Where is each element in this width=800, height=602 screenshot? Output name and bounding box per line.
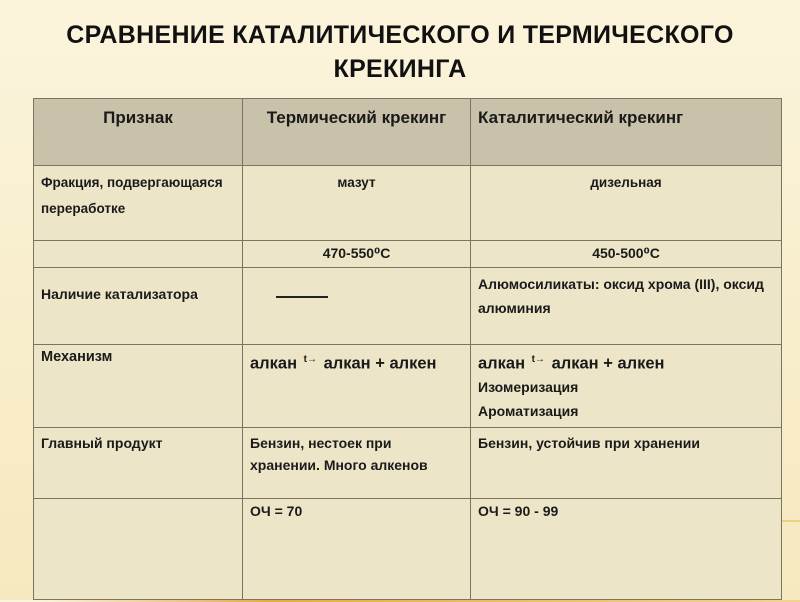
mechanism-thermal-reactant: алкан xyxy=(250,354,298,373)
product-label: Главный продукт xyxy=(34,427,243,498)
page-title xyxy=(0,18,800,86)
table-header-row xyxy=(34,99,782,166)
table-row-fraction xyxy=(34,166,782,241)
comparison-table xyxy=(33,98,782,600)
octane-thermal: ОЧ = 70 xyxy=(243,498,471,599)
header-thermal: Термический крекинг xyxy=(243,99,471,166)
table-row-product xyxy=(34,427,782,498)
mechanism-thermal-products: алкан + алкен xyxy=(323,354,437,373)
arrow-icon: t→ xyxy=(303,354,317,365)
fraction-thermal: мазут xyxy=(243,166,471,241)
mechanism-aromatization: Ароматизация xyxy=(478,402,579,419)
temperature-catalytic: 450-500⁰С xyxy=(471,241,782,268)
product-thermal: Бензин, нестоек при хранении. Много алкенов xyxy=(243,427,471,498)
no-catalyst-dash xyxy=(276,296,328,298)
octane-catalytic: ОЧ = 90 - 99 xyxy=(471,498,782,599)
fraction-label: Фракция, подвергающаяся переработке xyxy=(34,166,243,241)
mechanism-catalytic-reactant: алкан xyxy=(478,354,526,373)
header-feature: Признак xyxy=(34,99,243,166)
mechanism-catalytic-products: алкан + алкен xyxy=(551,354,665,373)
table-row-octane xyxy=(34,498,782,599)
table-row-temperature xyxy=(34,241,782,268)
temperature-thermal: 470-550⁰С xyxy=(243,241,471,268)
fraction-catalytic: дизельная xyxy=(471,166,782,241)
octane-label xyxy=(34,498,243,599)
mechanism-isomerization: Изомеризация xyxy=(478,378,579,395)
temperature-label xyxy=(34,241,243,268)
product-catalytic: Бензин, устойчив при хранении xyxy=(471,427,782,498)
mechanism-catalytic xyxy=(471,345,782,428)
catalyst-catalytic: Алюмосиликаты: оксид хрома (III), оксид алюминия xyxy=(471,268,782,345)
table-row-mechanism xyxy=(34,345,782,428)
title-line-1: СРАВНЕНИЕ КАТАЛИТИЧЕСКОГО И ТЕРМИЧЕСКОГО xyxy=(66,21,734,49)
header-catalytic: Каталитический крекинг xyxy=(471,99,782,166)
title-line-2: КРЕКИНГА xyxy=(333,55,467,83)
mechanism-label: Механизм xyxy=(34,345,243,428)
arrow-icon: t→ xyxy=(531,354,545,365)
catalyst-label: Наличие катализатора xyxy=(34,268,243,345)
table-row-catalyst xyxy=(34,268,782,345)
mechanism-thermal xyxy=(243,345,471,428)
catalyst-thermal-cell xyxy=(243,268,471,345)
